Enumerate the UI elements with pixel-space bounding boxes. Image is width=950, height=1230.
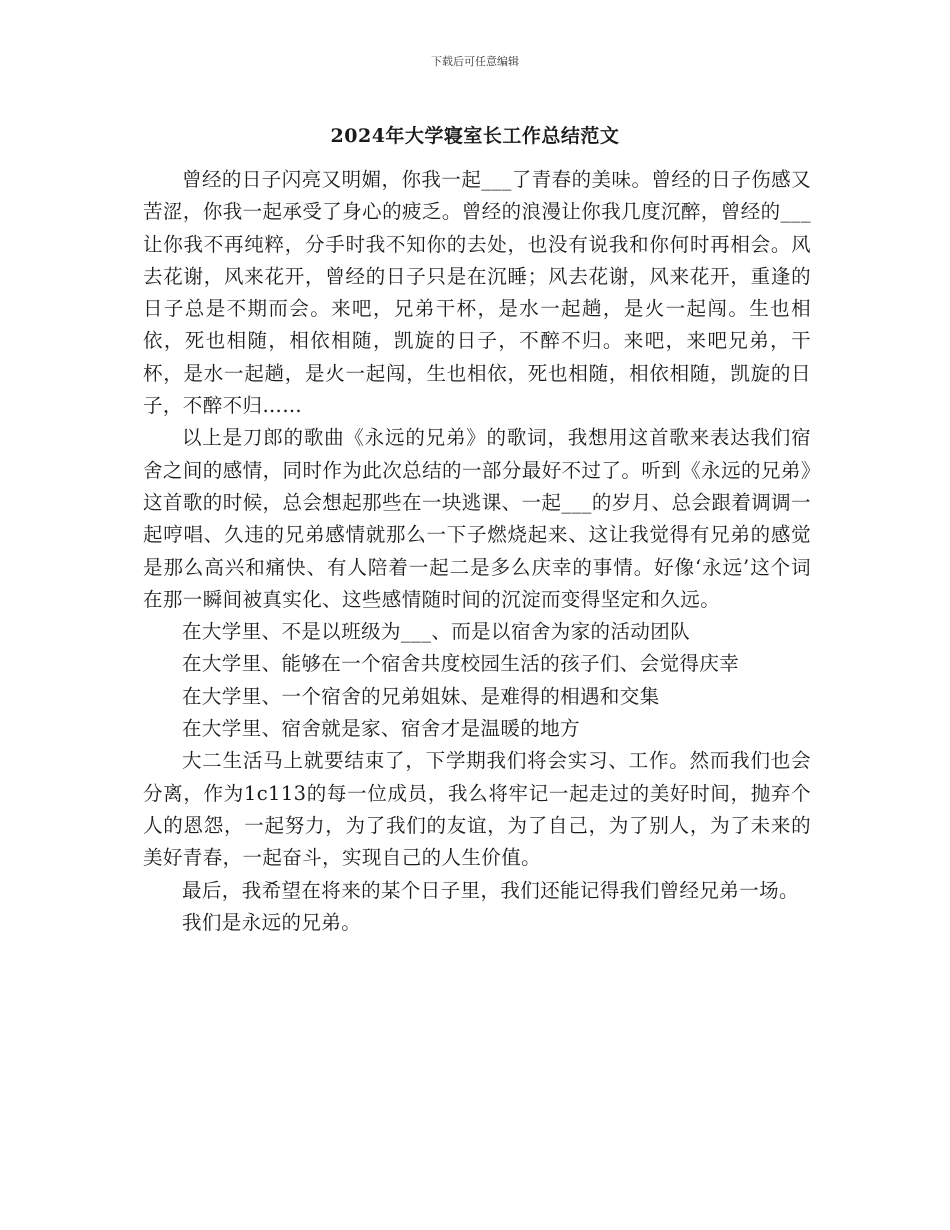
paragraph-dorm-line-3: 在大学里、一个宿舍的兄弟姐妹、是难得的相遇和交集: [182, 684, 660, 708]
document-body: [143, 164, 811, 939]
document-title: 2024年大学寝室长工作总结范文: [330, 125, 620, 147]
paragraph-dorm-line-2: 在大学里、能够在一个宿舍共度校园生活的孩子们、会觉得庆幸: [182, 652, 740, 676]
header-note: 下载后可任意编辑: [431, 55, 519, 68]
paragraph-dorm-line-1: 在大学里、不是以班级为___、而是以宿舍为家的活动团队: [182, 620, 691, 644]
paragraph-dorm-line-4: 在大学里、宿舍就是家、宿舍才是温暖的地方: [182, 717, 581, 741]
paragraph-lyrics: 曾经的日子闪亮又明媚，你我一起___了青春的美味。曾经的日子伤感又苦涩，你我一起承受了身心的疲乏。曾经的浪漫让你我几度沉醉，曾经的___让你我不再纯粹，分手时我不知你的去处，也没有说我和你何时再相会。风去花谢，风来花开，曾经的日子只是在沉睡；风去花谢，风来花开，重逢的日子总是不期而会。来吧，兄弟干杯，是水一起趟，是火一起闯。生也相依，死也相随，相依相随，凯旋的日子，不醉不归。来吧，来吧兄弟，干杯，是水一起趟，是火一起闯，生也相依，死也相随，相依相随，凯旋的日子，不醉不归……: [143, 168, 811, 418]
paragraph-closing-wish: 最后，我希望在将来的某个日子里，我们还能记得我们曾经兄弟一场。: [182, 878, 799, 902]
paragraph-song-reflection: 以上是刀郎的歌曲《永远的兄弟》的歌词，我想用这首歌来表达我们宿舍之间的感情，同时作为此次总结的一部分最好不过了。听到《永远的兄弟》这首歌的时候，总会想起那些在一块逃课、一起___的岁月、总会跟着调调一起哼唱、久违的兄弟感情就那么一下子燃烧起来、这让我觉得有兄弟的感觉是那么高兴和痛快、有人陪着一起二是多么庆幸的事情。好像‘永远’这个词在那一瞬间被真实化、这些感情随时间的沉淀而变得坚定和久远。: [143, 426, 811, 611]
paragraph-final-line: 我们是永远的兄弟。: [182, 910, 362, 934]
paragraph-future: 大二生活马上就要结束了，下学期我们将会实习、工作。然而我们也会分离，作为1c113的每一位成员，我么将牢记一起走过的美好时间，抛弃个人的恩怨，一起努力，为了我们的友谊，为了自己，为了别人，为了未来的美好青春，一起奋斗，实现自己的人生价值。: [143, 749, 811, 870]
